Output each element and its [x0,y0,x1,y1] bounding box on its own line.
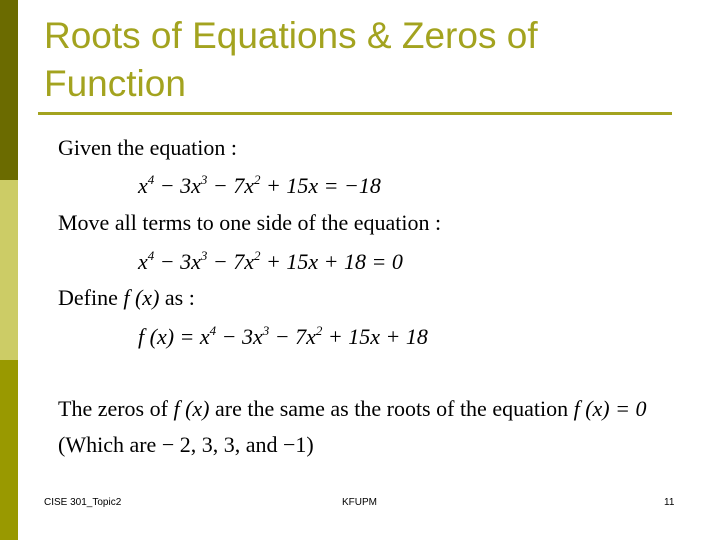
equation-1: $x^4 - 3x^3 - 7x^2 + 15x = -18$ [138,172,381,198]
slide-title: Roots of Equations & Zeros of Function [44,15,538,104]
move-line: Move all terms to one side of the equation : [58,210,442,235]
given-line: Given the equation : [58,135,238,160]
equation-2: $x^4 - 3x^3 - 7x^2 + 15x + 18 = 0$ [138,248,403,274]
equation-3: f $(x) = x^4 - 3x^3 - 7x^2 + 15x + 18$ [138,323,428,349]
zeros-line: The zeros of f (x) are the same as the roots of the equation f (x) = 0 [58,396,647,421]
define-line: Define f (x) as : [58,285,195,310]
title-divider [38,112,672,115]
accent-bar-bottom [0,360,18,540]
footer-page-number: 11 [664,497,675,508]
accent-bar-top [0,0,18,180]
accent-bar-middle [0,180,18,360]
footer-course: CISE 301_Topic2 [44,497,122,508]
which-line: (Which are − 2, 3, 3, and −1) [58,432,314,457]
footer-institution: KFUPM [342,497,377,508]
